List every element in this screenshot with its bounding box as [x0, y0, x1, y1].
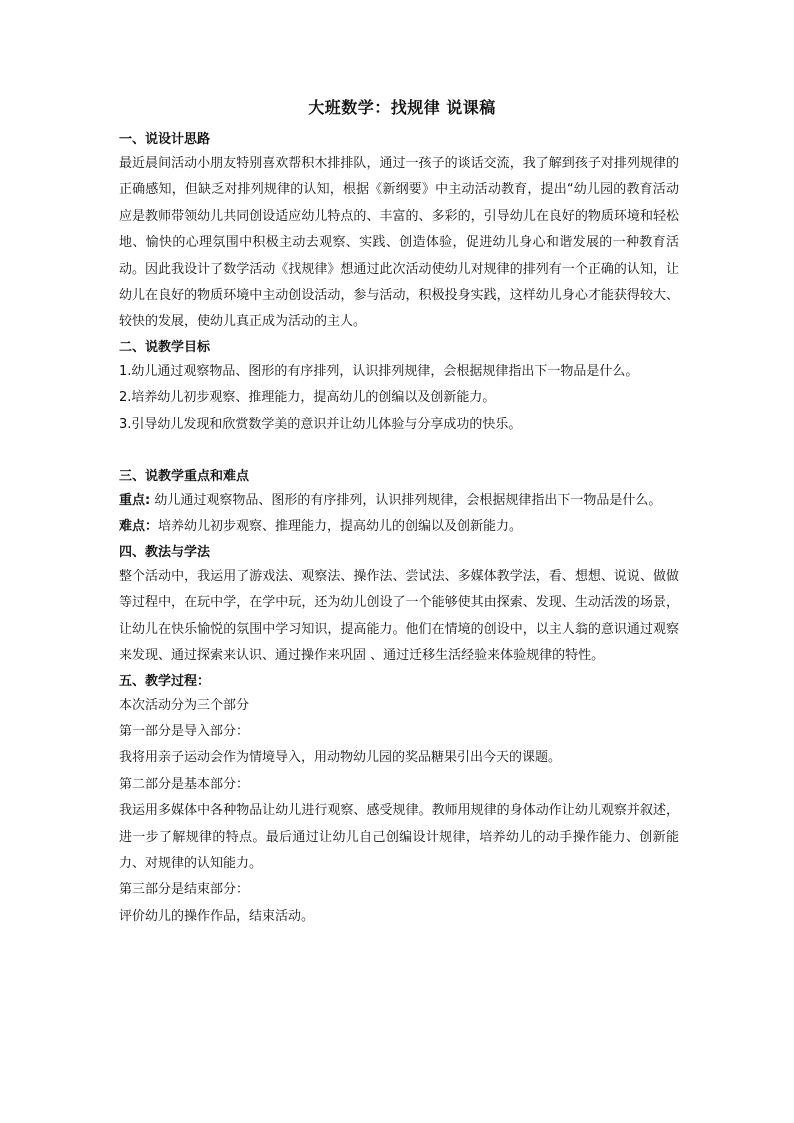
document-title: 大班数学：找规律 说课稿: [308, 98, 496, 117]
design-paragraph: 最近晨间活动小朋友特别喜欢帮积木排排队，通过一孩子的谈话交流，我了解到孩子对排列规律的正确感知，但缺乏对排列规律的认知，根据《新纲要》中主动活动教育，提出“幼儿园的教育活动应是教师带领幼儿共同创设适应幼儿特点的、丰富的、多彩的，引导幼儿在良好的物质环境和轻松地、愉快的心理氛围中积极主动去观察、实践、创造体验，促进幼儿身心和谐发展的一种教育活动。因此我设计了数学活动《找规律》想通过此次活动使幼儿对规律的排列有一个正确的认知，让幼儿在良好的物质环境中主动创设活动，参与活动，积极投身实践，这样幼儿身心才能获得较大、较快的发展，使幼儿真正成为活动的主人。: [119, 156, 679, 330]
part3-text: 评价幼儿的操作作品，结束活动。: [119, 908, 315, 924]
part1-text: 我将用亲子运动会作为情境导入，用动物幼儿园的奖品糖果引出今天的课题。: [119, 750, 562, 766]
part1-title: 第一部分是导入部分：: [119, 723, 250, 739]
section-heading-methods: 四、教法与学法: [119, 544, 211, 560]
difficulty-text: 培养幼儿初步观察、推理能力，提高幼儿的创编以及创新能力。: [158, 519, 523, 535]
key-point-text: 幼儿通过观察物品、图形的有序排列，认识排列规律，会根据规律指出下一物品是什么。: [150, 493, 662, 509]
section-heading-design: 一、说设计思路: [119, 132, 211, 147]
key-point-paragraph: [119, 488, 679, 514]
difficulty-label: 难点：: [119, 519, 159, 535]
process-intro: 本次活动分为三个部分: [119, 697, 250, 713]
part3-title: 第三部分是结束部分：: [119, 882, 250, 898]
difficulty-paragraph: [119, 514, 679, 540]
methods-paragraph: 整个活动中，我运用了游戏法、观察法、操作法、尝试法、多媒体教学法，看、想想、说说、做做等过程中，在玩中学，在学中玩，还为幼儿创设了一个能够使其由探索、发现、生动活泼的场景，让幼儿在快乐愉悦的氛围中学习知识，提高能力。他们在情境的创设中，以主人翁的意识通过观察来发现、通过探索来认识、通过操作来巩固 、通过迁移生活经验来体验规律的特性。: [119, 568, 679, 664]
section-heading-process: 五、教学过程：: [119, 673, 211, 689]
section-heading-goals: 二、说教学目标: [119, 339, 211, 355]
part2-title: 第二部分是基本部分：: [119, 776, 250, 792]
goal-item: 1.幼儿通过观察物品、图形的有序排列，认识排列规律，会根据规律指出下一物品是什么。: [119, 363, 639, 379]
document-page: [119, 95, 679, 930]
goal-item: 3.引导幼儿发现和欣赏数学美的意识并让幼儿体验与分享成功的快乐。: [119, 416, 522, 432]
section-heading-key-points: 三、说教学重点和难点: [119, 469, 250, 485]
goal-item: 2.培养幼儿初步观察、推理能力，提高幼儿的创编以及创新能力。: [119, 390, 496, 406]
key-point-label: 重点:: [119, 493, 151, 509]
part2-text: 我运用多媒体中各种物品让幼儿进行观察、感受规律。教师用规律的身体动作让幼儿观察并叙述，进一步了解规律的特点。最后通过让幼儿自己创编设计规律，培养幼儿的动手操作能力、创新能力、对规律的认知能力。: [119, 803, 679, 871]
blank-line: [119, 438, 679, 465]
